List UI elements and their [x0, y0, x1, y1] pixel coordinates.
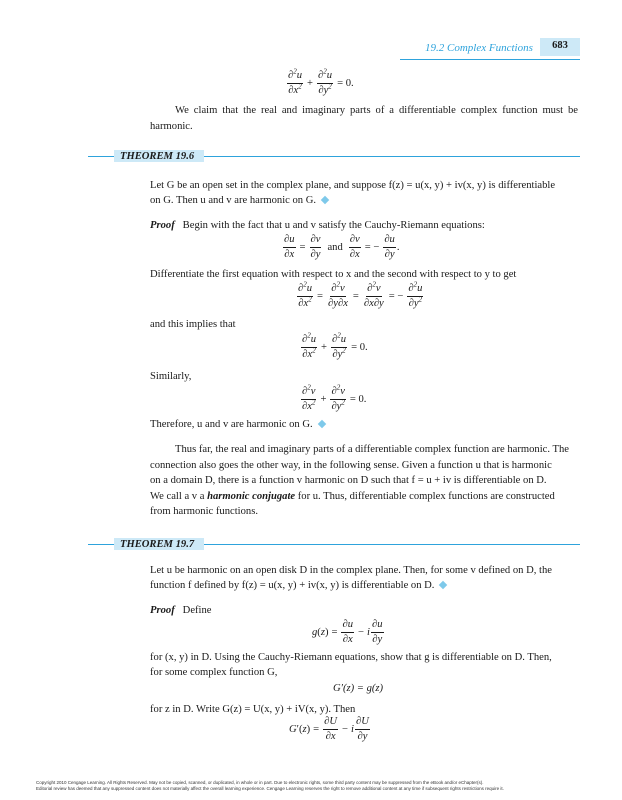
and-word: and [327, 242, 343, 253]
theorem2-statement: Let u be harmonic on an open disk D in the complex plane. Then, for some v defined on D, the [150, 565, 552, 576]
end-diamond-icon-2 [317, 419, 325, 427]
equation-g-definition: g ( z ) = $\frac{\partial u}{\partial x}$ − i $\frac{\partial u}{\partial y}$ [312, 619, 383, 645]
equation-cauchy-riemann: $\frac{\partial u}{\partial x}$ = $\frac{\partial v}{\partial y}$ and $\frac{\partial v}{\partial x}$ = − $\frac{\partial u}{\partial y}$ . [284, 234, 400, 260]
theorem2-title: THEOREM 19.7 [120, 539, 195, 550]
theorem-statement-2 [150, 193, 578, 209]
proof2-text-1: for (x, y) in D. Using the Cauchy-Riemann equations, show that g is differentiable on D. Then, [150, 652, 552, 663]
proof2-define: Define [182, 605, 212, 616]
claim-paragraph: We claim that the real and imaginary parts of a differentiable complex function must be harmonic. [150, 105, 578, 132]
equation-laplace-v: $\frac{\partial^2v}{\partial x^2}$ + $\frac{\partial^2v}{\partial y^2}$ = 0. [302, 383, 367, 412]
theorem-statement-text: on G. Then u and v are harmonic on G. [150, 195, 317, 206]
harmonic-paragraph [150, 442, 578, 520]
proof-label: Proof [150, 220, 175, 231]
para-line-3: on a domain D, there is a function v harmonic on D such that f = u + iv is differentiable on D. [150, 475, 547, 486]
theorem-rule-right [204, 156, 580, 157]
para-line-2: connection also goes the other way, in the following sense. Given a function u that is harmonic [150, 459, 552, 471]
theorem2-statement-text: function f defined by f(z) = u(x, y) + iv(x, y) is differentiable on D. [150, 580, 435, 591]
end-diamond-icon [321, 195, 329, 203]
theorem2-rule-right [204, 544, 580, 545]
theorem-title: THEOREM 19.6 [120, 151, 195, 162]
page-number: 683 [540, 38, 580, 56]
implies-text: and this implies that [150, 319, 236, 330]
harmonic-conjugate-term: harmonic conjugate [207, 490, 296, 502]
differentiate-text: Differentiate the first equation with respect to x and the second with respect to y to get [150, 269, 517, 280]
equation-gprime: G′(z) = g(z) [333, 683, 384, 694]
para-line-5: from harmonic functions. [150, 506, 258, 517]
header-rule [400, 59, 580, 60]
copyright-line-2: Editorial review has deemed that any suppressed content does not materially affect the overall learning experience. Cengage Learning reserves the right to remove additional content at any time if subsequent rights restrictions require it. [36, 786, 504, 791]
proof-start-text: Begin with the fact that u and v satisfy the Cauchy-Riemann equations: [182, 220, 485, 231]
section-header: 19.2 Complex Functions [425, 42, 533, 54]
para-line-1: Thus far, the real and imaginary parts of a differentiable complex function are harmonic. The [175, 444, 569, 455]
equation-laplace-u: $\frac{\partial^2u}{\partial x^2}$ + $\frac{\partial^2u}{\partial y^2}$ = 0. [288, 67, 354, 96]
para-line-4 [150, 489, 578, 505]
proof2-text-3: for z in D. Write G(z) = U(x, y) + iV(x, y). Then [150, 704, 356, 715]
proof-line [150, 218, 578, 234]
proof2-text-2: for some complex function G, [150, 667, 278, 678]
para-line-4a: We call a v a [150, 490, 205, 502]
theorem-statement: Let G be an open set in the complex plane, and suppose f(z) = u(x, y) + iv(x, y) is differentiable [150, 180, 556, 191]
copyright-line-1: Copyright 2010 Cengage Learning. All Rights Reserved. May not be copied, scanned, or duplicated, in whole or in part. Due to electronic rights, some third party content may be suppressed from the eBook and/or eChapter(s). [36, 780, 484, 785]
similarly-text: Similarly, [150, 371, 192, 382]
therefore-text: Therefore, u and v are harmonic on G. [150, 419, 313, 430]
para-line-4b: for u. Thus, differentiable complex functions are constructed [297, 490, 555, 502]
proof2-label: Proof [150, 605, 175, 616]
equation-gprime-expanded: G ′( z ) = $\frac{\partial U}{\partial x}$ − i $\frac{\partial U}{\partial y}$ [289, 716, 369, 742]
equation-second-derivatives: $\frac{\partial^2u}{\partial x^2}$ = $\frac{\partial^2v}{\partial y\partial x}$ = $\frac{\partial^2v}{\partial x\partial y}$ = − $\frac{\partial^2u}{\partial y^2}$ [298, 280, 423, 309]
therefore-line [150, 417, 578, 433]
equation-laplace-u-2: $\frac{\partial^2u}{\partial x^2}$ + $\frac{\partial^2u}{\partial y^2}$ = 0. [302, 331, 368, 360]
proof2-line [150, 603, 578, 619]
end-diamond-icon-3 [439, 580, 447, 588]
theorem2-statement-2 [150, 578, 578, 594]
